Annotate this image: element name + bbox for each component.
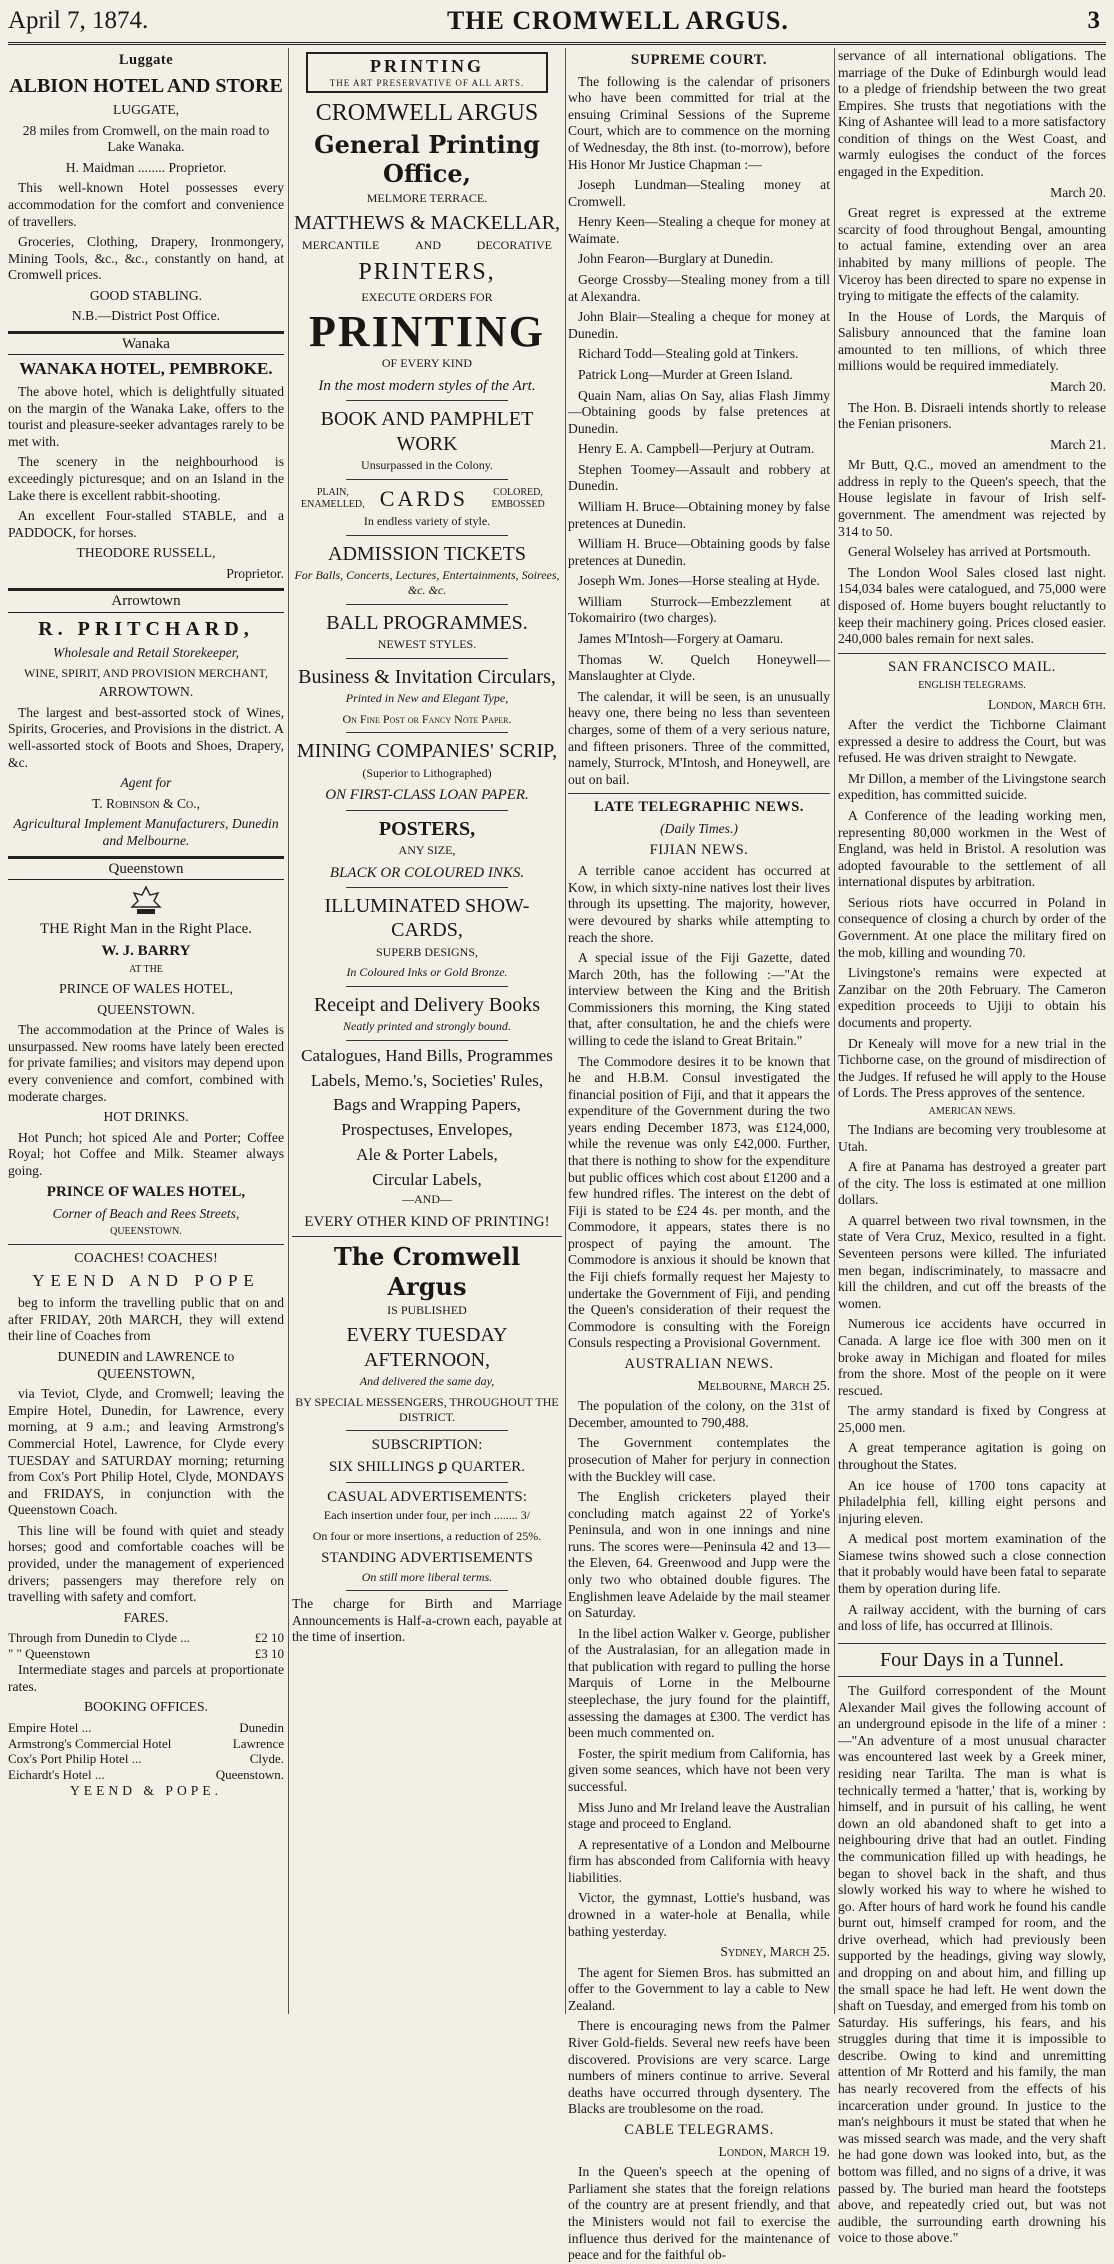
argus-delivered: And delivered the same day, (359, 1374, 495, 1389)
office-row: Empire Hotel ... Dunedin (8, 1719, 284, 1735)
printing-list-item: Labels, Memo.'s, Societies' Rules, (310, 1070, 544, 1090)
printing-and: —AND— (402, 1192, 452, 1207)
ad-location-queenstown: Queenstown (8, 856, 284, 880)
ad-wanaka-proprietor-role: Proprietor. (226, 565, 284, 581)
article-paragraph: Great regret is expressed at the extreme scarcity of food throughout Bengal, amounting to actual famine, extending over an area inhabited by many millions of people. The Viceroy has been directed to spare no expense in trying to mitigate the effects of the calamity. (838, 205, 1106, 304)
article-paragraph: An ice house of 1700 tons capacity at Philadelphia fell, killing eight persons and injuring eleven. (838, 1477, 1106, 1526)
standing-head: STANDING ADVERTISEMENTS (321, 1550, 533, 1567)
article-paragraph: In the House of Lords, the Marquis of Salisbury announced that the famine loan amounted to ten millions, of which three millions would be required immediately. (838, 308, 1106, 374)
ad-coaches-offices-head: BOOKING OFFICES. (84, 1699, 208, 1715)
standing-sub: On still more liberal terms. (361, 1569, 493, 1584)
office-row: Eichardt's Hotel ... Queenstown. (8, 1767, 284, 1783)
ad-coaches-text: This line will be found with quiet and steady horses; good and comfortable coaches will be provided, under the management of experienced drivers; passengers may therefore rely on travelling with safety and comfort. (8, 1522, 284, 1605)
prisoner-entry: Patrick Long—Murder at Green Island. (578, 366, 793, 382)
ad-coaches-fares-head: FARES. (123, 1609, 169, 1625)
article-paragraph: Foster, the spirit medium from California, has given some seances, which have not been very successful. (568, 1745, 830, 1794)
dateline: March 20. (1050, 378, 1106, 394)
office-row: Armstrong's Commercial Hotel Lawrence (8, 1735, 284, 1751)
divider (346, 732, 508, 733)
ad-coaches-parcels: Intermediate stages and parcels at proportionate rates. (8, 1662, 284, 1694)
article-paragraph: The population of the colony, on the 31st of December, amounted to 790,488. (568, 1398, 830, 1430)
book-work-sub: Unsurpassed in the Colony. (361, 457, 493, 472)
article-title-four-days-tunnel: Four Days in a Tunnel. (838, 1643, 1106, 1677)
ad-coaches-text: beg to inform the travelling public that on and after FRIDAY, 20th MARCH, they will extend their line of Coaches from (8, 1295, 284, 1344)
subhead-fijian-news: FIJIAN NEWS. (649, 841, 749, 858)
ad-albion-hotel-title: ALBION HOTEL AND STORE (9, 74, 283, 97)
ad-albion-post-office: N.B.—District Post Office. (71, 308, 221, 324)
article-paragraph: The agent for Siemen Bros. has submitted an offer to the Government to lay a cable to New Zealand. (568, 1964, 830, 2013)
subhead-australian-news: AUSTRALIAN NEWS. (624, 1355, 774, 1372)
article-paragraph: In the Queen's speech at the opening of Parliament she states that the foreign relations of the country are at present friendly, and that the Ministers would not fail to exercise the influence thus derived for the maintenance of peace and for the faithful ob- (568, 2164, 830, 2263)
office-terrace: MELMORE TERRACE. (366, 190, 488, 205)
ad-wanaka-text: The scenery in the neighbourhood is exceedingly picturesque; and on an Island in the Lake there is excellent rabbit-shooting. (8, 454, 284, 503)
admission-sub: For Balls, Concerts, Lectures, Entertainments, Soirees, &c. &c. (294, 568, 560, 598)
column-rule (834, 48, 835, 2014)
ad-pritchard-line: Wholesale and Retail Storekeeper, (53, 645, 239, 661)
section-source: (Daily Times.) (660, 820, 738, 836)
ad-pritchard-agent-name: T. Robinson & Co., (91, 795, 201, 811)
ad-barry-hotel2: PRINCE OF WALES HOTEL, (46, 1184, 246, 1201)
article-paragraph: In the libel action Walker v. George, publisher of the Australasian, for an allegation made in that publication with regard to pulling the horse Marquis of Lorne in the Melbourne steeplechase, the jury found for the plaintiff, assessing the damages at £300. The verdict has been much commented on. (568, 1625, 830, 1741)
article-paragraph: Dr Kenealy will move for a new trial in the Tichborne case, on the ground of misdirection of the Judges. If refused he will apply to the House of Lords. The Press approves of the sentence. (838, 1035, 1106, 1101)
article-paragraph: After the verdict the Tichborne Claimant expressed a desire to address the Court, but was refused. He was driven straight to Newgate. (838, 717, 1106, 766)
casual-rate: On four or more insertions, a reduction of 25%. (312, 1528, 542, 1543)
printing-banner (306, 52, 548, 93)
divider (838, 653, 1106, 654)
subhead-cable-telegrams: CABLE TELEGRAMS. (624, 2121, 774, 2138)
article-paragraph: Livingstone's remains were expected at Zanzibar on the 20th February. The Cameron expedition proceeds to Ujiji to obtain his documents and property. (838, 965, 1106, 1030)
ad-barry-town: QUEENSTOWN. (97, 1001, 195, 1017)
dateline: Sydney, March 25. (720, 1944, 830, 1960)
office-subtitle: General Printing Office, (314, 130, 540, 189)
article-paragraph: Serious riots have occurred in Poland in consequence of closing a church by order of the Government. At one place the military fired on the mob, killing and wounding 70. (838, 894, 1106, 960)
article-paragraph: The Hon. B. Disraeli intends shortly to release the Fenian prisoners. (838, 399, 1106, 432)
divider (346, 400, 508, 401)
article-paragraph: The army standard is fixed by Congress at 25,000 men. (838, 1403, 1106, 1435)
ad-pritchard-text: The largest and best-assorted stock of Wines, Spirits, Groceries, and Provisions in the district. A well-assorted stock of Boots and Shoes, Drapery, &c. (8, 704, 284, 770)
illuminated-sub2: In Coloured Inks or Gold Bronze. (346, 965, 508, 980)
subhead-san-francisco-mail: SAN FRANCISCO MAIL. (888, 658, 1056, 675)
prisoner-entry: John Blair—Stealing a cheque for money at Dunedin. (568, 309, 830, 341)
ad-coaches-route: DUNEDIN and LAWRENCE to QUEENSTOWN, (57, 1349, 235, 1381)
article-paragraph: Mr Butt, Q.C., moved an amendment to the address in reply to the Queen's speech, that the House legislate in favour of Irish self-government. The amendment was rejected by 314 to 50. (838, 457, 1106, 539)
divider (346, 887, 508, 888)
printing-every-kind: OF EVERY KIND (381, 356, 473, 371)
subscription-head: SUBSCRIPTION: (371, 1437, 483, 1454)
divider (346, 986, 508, 987)
illuminated-show-cards: ILLUMINATED SHOW-CARDS, (324, 894, 530, 942)
casual-head: CASUAL ADVERTISEMENTS: (327, 1488, 527, 1505)
issue-date: April 7, 1874. (8, 7, 149, 34)
section-head-supreme-court: SUPREME COURT. (631, 52, 767, 68)
newspaper-title: THE CROMWELL ARGUS. (446, 6, 789, 35)
executes-orders: EXECUTE ORDERS FOR (361, 289, 493, 304)
ad-albion-proprietor: H. Maidman ........ Proprietor. (65, 159, 227, 175)
column-rule (288, 48, 289, 2014)
ad-barry-corner: Corner of Beach and Rees Streets, (52, 1205, 240, 1221)
prisoner-entry: James M'Intosh—Forgery at Oamaru. (578, 631, 784, 647)
ad-location-luggate: Luggate (118, 52, 174, 68)
subscription-price: SIX SHILLINGS ꝑ QUARTER. (328, 1459, 526, 1476)
ad-barry-drinks: Hot Punch; hot spiced Ale and Porter; Coffee Royal; hot Coffee and Milk. Steamer always going. (8, 1129, 284, 1178)
argus-messengers: BY SPECIAL MESSENGERS, THROUGHOUT THE DISTRICT. (295, 1394, 559, 1424)
prisoner-entry: William Sturrock—Embezzlement at Tokomairiro (two charges). (568, 593, 830, 626)
prisoner-entry: William H. Bruce—Obtaining goods by false pretences at Dunedin. (568, 536, 830, 568)
prisoner-entry: Richard Todd—Stealing gold at Tinkers. (578, 346, 799, 362)
prisoner-entry: Quain Nam, alias On Say, alias Flash Jimmy —Obtaining goods by false pretences at Dunedin. (568, 387, 830, 436)
column-3-news (568, 48, 830, 2263)
ad-wanaka-proprietor-name: THEODORE RUSSELL, (76, 545, 216, 561)
ad-wanaka-hotel-title: WANAKA HOTEL, PEMBROKE. (19, 359, 273, 379)
divider (292, 1236, 562, 1237)
prisoner-entry: William H. Bruce—Obtaining money by false pretences at Dunedin. (568, 498, 830, 531)
article-paragraph: servance of all international obligations. The marriage of the Duke of Edinburgh would lead to a pledge of friendship between the two great Empires. She trusts that negotiations with the King of Ashantee will lead to a more satisfactory condition of things on the West Coast, and warmly eulogises the conduct of the forces engaged in the Expedition. (838, 48, 1106, 180)
divider (346, 1482, 508, 1483)
divider (346, 535, 508, 536)
ad-albion-place: LUGGATE, (112, 102, 180, 118)
printers-arc: MERCANTILE AND DECORATIVE (302, 237, 552, 252)
business-sub2: On Fine Post or Fancy Note Paper. (342, 711, 512, 726)
article-paragraph: A Conference of the leading working men, representing 80,000 workmen in the West of England, was held in Bristol. A resolution was adopted favourable to the settlement of all international disputes by arbitration. (838, 808, 1106, 890)
column-2-printing-office (292, 48, 562, 2014)
receipt-sub: Neatly printed and strongly bound. (343, 1019, 511, 1034)
article-paragraph: The Indians are becoming very troublesome at Utah. (838, 1122, 1106, 1154)
book-work: BOOK AND PAMPHLET WORK (320, 408, 534, 455)
divider (346, 1430, 508, 1431)
ad-pritchard-agent-desc: Agricultural Implement Manufacturers, Dunedin and Melbourne. (13, 816, 279, 848)
article-paragraph: There is encouraging news from the Palmer River Gold-fields. Several new reefs have been discovered. Provisions are very scarce. Large numbers of miners continue to arrive. Several deaths have occurred through dysentery. The Blacks are troublesome on the road. (568, 2018, 830, 2117)
banner-subtitle: THE ART PRESERVATIVE OF ALL ARTS. (329, 77, 525, 88)
article-paragraph: The Guilford correspondent of the Mount Alexander Mail gives the following account of an underground episode in the life of a miner :—"An adventure of a most unusual character was encountered last week by a Greek miner, residing near Tarilta. The man is what is technically termed a 'hatter,' that is, working by himself, and in pursuit of his calling, he went down an old abandoned shaft to get into a neighbouring drive that had an outlet. Finding the communication filled up with headings, he began to shovel back in the shaft, and thus slowly worked his way to where he wished to go. After hours of hard work he found his candle burnt out, himself cramped for room, and the drive overhead, which had previously been supported by the headings, giving way slowly, and dropping on and about him, and filling up the small space he had left. He went down the shaft on Tuesday, and emerged from his tomb on Saturday. His sufferings, his fears, and his struggles during that time it is impossible to describe. Owing to kind and unremitting attention of Mr Rotterd and his family, the man has nearly recovered from the effects of his incarceration under ground. In justice to the man's neighbours it must be stated that when he was missed search was made, and the very shaft he had gone down was looked into, but, as the bottom was filled, and no signs of a drive, it was passed by. The buried man heard the footsteps above, and repeatedly cried out, but was not audible, the surrounding earth drowning his voice to those above." (838, 1683, 1106, 2246)
printers-title: PRINTERS, (358, 259, 496, 286)
article-paragraph: Numerous ice accidents have occurred in Canada. A large ice floe with 300 men on it broke away in Michigan and floated for miles from the shore. Most of the people on it were rescued. (838, 1316, 1106, 1398)
ad-coaches-text: via Teviot, Clyde, and Cromwell; leaving the Empire Hotel, Dunedin, for Lawrence, every morning, at 9 a.m.; and leaving Armstrong's Commercial Hotel, Lawrence, for Clyde every TUESDAY and SATURDAY morning; returning from Cox's Port Philip Hotel, Clyde, MONDAYS and FRIDAYS, in conjunction with the Queenstown Coach. (8, 1386, 284, 1518)
illuminated-sub: SUPERB DESIGNS, (375, 944, 479, 959)
ball-sub: NEWEST STYLES. (377, 637, 477, 652)
office-name: CROMWELL ARGUS (315, 99, 539, 126)
divider (346, 479, 508, 480)
article-paragraph: The English cricketers played their concluding match against 22 of Yorke's Peninsula, and won in one innings and nine runs. The scores were—Peninsula 42 and 13—the Eleven, 64. Greenwood and Jupp were the only two who obtained double figures. The Englishmen leave Adelaide by the mail steamer on Saturday. (568, 1489, 830, 1621)
divider (346, 658, 508, 659)
receipt-books: Receipt and Delivery Books (313, 993, 541, 1016)
article-paragraph: A representative of a London and Melbourne firm has absconded from California with heavy liabilities. (568, 1836, 830, 1885)
ad-albion-desc: 28 miles from Cromwell, on the main road to Lake Wanaka. (22, 122, 270, 155)
prisoner-entry: John Fearon—Burglary at Dunedin. (578, 251, 774, 267)
prisoner-entry: Joseph Lundman—Stealing money at Cromwell. (568, 177, 830, 209)
printing-list-item: Circular Labels, (372, 1169, 482, 1189)
article-paragraph: The Commodore desires it to be known that he and H.B.M. Consul investigated the financial position of Fiji, and that it appears the expenditure of the Government during the two years ending December 1873, was £124,000, while the revenue was only £42,000. Further, that there is nothing to show for the expenditure but public offices which cost about £1200 and a few hundred rifles. The interest on the debt of Fiji is stated to be £24 4s. per month, and the Commodore, it appears, states there is no prospect of paying the amount. The Commodore is anxious it should be known that the Fiji chiefs formally request her Majesty to undertake the Government of Fiji, and pending the Queen's consideration of their request the Commodore is consulting with the Foreign Consuls respecting a Provisional Government. (568, 1053, 830, 1351)
ad-coaches-head: COACHES! COACHES! (74, 1250, 218, 1266)
ad-barry-text: The accommodation at the Prince of Wales is unsurpassed. New rooms have lately been erected for private families; and visitors may depend upon every convenience and comfort, combined with moderate charges. (8, 1022, 284, 1104)
business-circulars: Business & Invitation Circulars, (298, 665, 556, 688)
divider (346, 604, 508, 605)
dateline: Melbourne, March 25. (697, 1377, 830, 1393)
printing-list-item: Prospectuses, Envelopes, (341, 1120, 513, 1140)
crest-icon (129, 884, 163, 918)
article-paragraph: The London Wool Sales closed last night. 154,034 bales were catalogued, and 75,000 were disposed of. Home buyers bought reluctantly to keep their machinery going. Prices closed easier. 240,000 bales remain for next sales. (838, 564, 1106, 647)
ad-barry-headline: THE Right Man in the Right Place. (39, 920, 253, 937)
ad-barry-town2: QUEENSTOWN. (110, 1226, 182, 1238)
ad-coaches-signoff: YEEND & POPE. (69, 1783, 223, 1799)
prisoner-entry: Henry Keen—Stealing a cheque for money at Waimate. (568, 214, 830, 246)
article-paragraph: Mr Dillon, a member of the Livingstone search expedition, has committed suicide. (838, 770, 1106, 803)
column-rule (565, 48, 566, 2014)
ad-albion-text: This well-known Hotel possesses every accommodation for the comfort and convenience of travellers. (8, 180, 284, 229)
fare-row: " " Queenstown £3 10 (8, 1646, 284, 1662)
divider (568, 793, 830, 794)
birth-marriage-charge: The charge for Birth and Marriage Announcements is Half-a-crown each, payable at the time of insertion. (292, 1596, 562, 1645)
argus-title: The Cromwell Argus (333, 1242, 521, 1301)
ad-albion-text: Groceries, Clothing, Drapery, Ironmongery, Mining Tools, &c., &c., constantly on hand, at Cromwell prices. (8, 234, 284, 283)
ad-barry-name: W. J. BARRY (101, 943, 191, 960)
posters-sub2: BLACK OR COLOURED INKS. (329, 864, 525, 881)
divider (346, 1590, 508, 1591)
section-head-late-telegraphic: LATE TELEGRAPHIC NEWS. (594, 799, 804, 816)
dateline: March 21. (1050, 436, 1106, 452)
article-paragraph: Miss Juno and Mr Ireland leave the Australian stage and proceed to England. (568, 1799, 830, 1832)
printing-modern: In the most modern styles of the Art. (318, 377, 536, 394)
posters: POSTERS, (378, 817, 476, 840)
posters-sub: ANY SIZE, (398, 843, 456, 858)
cards-sub: In endless variety of style. (363, 514, 491, 529)
article-paragraph: A fire at Panama has destroyed a greater part of the city. The loss is estimated at one million dollars. (838, 1159, 1106, 1208)
divider (346, 810, 508, 811)
ball-programmes: BALL PROGRAMMES. (326, 611, 528, 634)
article-paragraph: A railway accident, with the burning of cars and loss of life, has occurred at Illinois. (838, 1601, 1106, 1634)
every-other-kind: EVERY OTHER KIND OF PRINTING! (304, 1214, 550, 1231)
mining-scrip: MINING COMPANIES' SCRIP, (296, 740, 558, 763)
divider (346, 1040, 508, 1041)
article-paragraph: The Government contemplates the prosecution of Maher for perjury in connection with the Buckley will case. (568, 1435, 830, 1484)
ad-barry-drinks-head: HOT DRINKS. (103, 1109, 189, 1125)
prisoner-entry: Henry E. A. Campbell—Perjury at Outram. (578, 441, 815, 457)
subhead-english-telegrams: ENGLISH TELEGRAMS. (918, 680, 1026, 692)
printing-big: PRINTING (308, 307, 546, 357)
ad-barry-hotel: PRINCE OF WALES HOTEL, (59, 981, 233, 997)
ad-pritchard-title: R. PRITCHARD, (38, 617, 254, 640)
divider (8, 1244, 284, 1245)
business-sub: Printed in New and Elegant Type, (345, 691, 509, 706)
firm-name: MATTHEWS & MACKELLAR, (293, 212, 561, 235)
page-number: 3 (1087, 7, 1100, 34)
article-paragraph: The following is the calendar of prisoners who have been committed for trial at the ensuing Criminal Sessions of the Supreme Court, which are to commence on the morning of Wednesday, the 8th inst. (to-morrow), before His Honor Mr Justice Chapman :— (568, 73, 830, 172)
dateline: London, March 6th. (987, 696, 1106, 712)
mining-sub2: ON FIRST-CLASS LOAN PAPER. (325, 787, 529, 804)
ad-location-arrowtown: Arrowtown (8, 588, 284, 612)
subhead-american-news: AMERICAN NEWS. (928, 1105, 1016, 1117)
dateline: March 20. (1050, 184, 1106, 200)
printing-list-item: Bags and Wrapping Papers, (333, 1095, 521, 1115)
article-paragraph: General Wolseley has arrived at Portsmouth. (848, 544, 1091, 560)
article-paragraph: Victor, the gymnast, Lottie's husband, was drowned in a water-hole at Benalla, while bathing yesterday. (568, 1890, 830, 1939)
column-4-news (838, 48, 1106, 2246)
prisoner-entry: Joseph Wm. Jones—Horse stealing at Hyde. (578, 573, 820, 589)
office-row: Cox's Port Philip Hotel ... Clyde. (8, 1751, 284, 1767)
ad-location-wanaka: Wanaka (8, 331, 284, 355)
mining-sub: (Superior to Lithographed) (362, 765, 492, 780)
ad-albion-stabling: GOOD STABLING. (89, 287, 203, 303)
article-paragraph: The calendar, it will be seen, is an unusually heavy one, there being no less than seventeen charges, some of them of a very serious nature, and fifteen prisoners. Three of the committed, namely, Sturrock, M'Intosh, and Honeywell, are out on bail. (568, 688, 830, 787)
argus-published: IS PUBLISHED (387, 1302, 467, 1317)
printing-list-item: Ale & Porter Labels, (356, 1144, 498, 1164)
article-paragraph: A quarrel between two rival townsmen, in the state of Vera Cruz, Mexico, resulted in a fight. Seventeen persons were killed. The infuriated men began, indiscriminately, to massacre and kill the children, and cut off the breasts of the women. (838, 1212, 1106, 1311)
ad-coaches-name: YEEND AND POPE (32, 1270, 260, 1290)
banner-title: PRINTING (369, 56, 484, 76)
ad-wanaka-text: An excellent Four-stalled STABLE, and a PADDOCK, for horses. (8, 508, 284, 540)
cards-row: PLAIN, ENAMELLED, CARDS COLORED, EMBOSSED (301, 485, 545, 511)
casual-rate: Each insertion under four, per inch ........ 3/ (323, 1508, 531, 1523)
masthead (8, 0, 1106, 45)
ad-pritchard-agent: Agent for (120, 775, 172, 791)
fare-row: Through from Dunedin to Clyde ... £2 10 (8, 1630, 284, 1646)
ad-barry-at: AT THE (129, 964, 163, 976)
article-paragraph: A special issue of the Fiji Gazette, dated March 20th, has the following :—"At the interview between the King and the British Commissioners this morning, the King stated that, after consultation, he and the chiefs were willing to cede the island to Great Britain." (568, 950, 830, 1048)
ad-pritchard-line: WINE, SPIRIT, AND PROVISION MERCHANT, (24, 665, 268, 680)
prisoner-entry: Thomas W. Quelch Honeywell—Manslaughter at Clyde. (568, 651, 830, 684)
column-1-advertisements (8, 48, 284, 2014)
prisoner-entry: George Crossby—Stealing money from a till at Alexandra. (568, 272, 830, 304)
article-paragraph: A terrible canoe accident has occurred at Kow, in which sixty-nine natives lost their lives through its upsetting. The majority, however, were devoured by sharks while attempting to reach the shore. (568, 863, 830, 945)
dateline: London, March 19. (718, 2143, 830, 2159)
ad-wanaka-text: The above hotel, which is delightfully situated on the margin of the Wanaka Lake, offers to the tourist and pleasure-seeker advantages rarely to be met with. (8, 384, 284, 449)
article-paragraph: A medical post mortem examination of the Siamese twins showed such a close connection that it probably would have been fatal to separate them by operation during life. (838, 1531, 1106, 1597)
argus-tuesday: EVERY TUESDAY AFTERNOON, (346, 1324, 508, 1371)
ad-pritchard-line: ARROWTOWN. (98, 684, 194, 700)
printing-list-item: Catalogues, Hand Bills, Programmes (301, 1046, 553, 1065)
prisoner-entry: Stephen Toomey—Assault and robbery at Dunedin. (568, 461, 830, 494)
article-paragraph: A great temperance agitation is going on throughout the States. (838, 1440, 1106, 1472)
admission-tickets: ADMISSION TICKETS (328, 543, 526, 566)
